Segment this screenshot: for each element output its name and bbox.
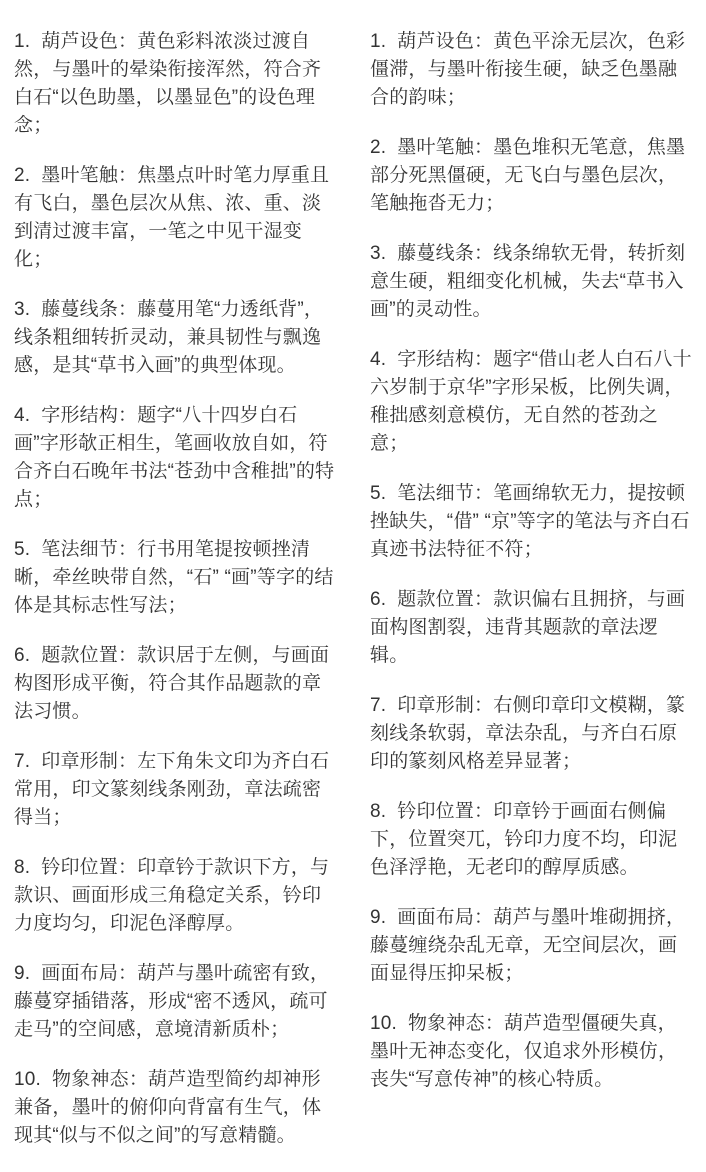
item-number: 5.: [14, 539, 31, 560]
list-item: [14, 960, 340, 1044]
item-number: 10.: [14, 1069, 42, 1090]
list-item: [370, 692, 695, 776]
item-text: 藤蔓线条：藤蔓用笔“力透纸背”，线条粗细转折灵动，兼具韧性与飘逸感，是其“草书入画”的典型体现。: [14, 299, 324, 376]
list-item: [370, 586, 695, 670]
item-number: 2.: [370, 137, 387, 158]
item-text: 墨叶笔触：墨色堆积无笔意，焦墨部分死黑僵硬，无飞白与墨色层次，笔触拖沓无力；: [370, 137, 686, 214]
item-text: 葫芦设色：黄色彩料浓淡过渡自然，与墨叶的晕染衔接浑然，符合齐白石“以色助墨，以墨显色”的设色理念；: [14, 31, 322, 136]
item-number: 5.: [370, 483, 387, 504]
list-item: [14, 28, 340, 140]
item-text: 物象神态：葫芦造型简约却神形兼备，墨叶的俯仰向背富有生气，体现其“似与不似之间”的写意精髓。: [14, 1069, 322, 1146]
list-item: [370, 904, 695, 988]
item-number: 10.: [370, 1013, 398, 1034]
item-number: 7.: [14, 751, 31, 772]
item-text: 题款位置：款识偏右且拥挤，与画面构图割裂，违背其题款的章法逻辑。: [370, 589, 686, 666]
item-text: 笔法细节：笔画绵软无力，提按顿挫缺失，“借” “京”等字的笔法与齐白石真迹书法特征不符；: [370, 483, 690, 560]
item-number: 3.: [14, 299, 31, 320]
item-text: 画面布局：葫芦与墨叶堆砌拥挤，藤蔓缠绕杂乱无章，无空间层次，画面显得压抑呆板；: [370, 907, 686, 984]
item-text: 印章形制：左下角朱文印为齐白石常用，印文篆刻线条刚劲，章法疏密得当；: [14, 751, 330, 828]
item-number: 9.: [370, 907, 387, 928]
item-text: 葫芦设色：黄色平涂无层次，色彩僵滞，与墨叶衔接生硬，缺乏色墨融合的韵味；: [370, 31, 686, 108]
item-number: 8.: [14, 857, 31, 878]
item-number: 4.: [370, 349, 387, 370]
item-number: 7.: [370, 695, 387, 716]
item-number: 1.: [14, 31, 31, 52]
list-item: [14, 536, 340, 620]
item-number: 3.: [370, 243, 387, 264]
list-item: [14, 1066, 340, 1150]
list-item: [14, 296, 340, 380]
item-number: 6.: [14, 645, 31, 666]
item-text: 墨叶笔触：焦墨点叶时笔力厚重且有飞白，墨色层次从焦、浓、重、淡到清过渡丰富，一笔之中见干湿变化；: [14, 165, 330, 270]
item-text: 物象神态：葫芦造型僵硬失真，墨叶无神态变化，仅追求外形模仿，丧失“写意传神”的核心特质。: [370, 1013, 678, 1090]
list-item: [14, 854, 340, 938]
right-column-imitation-analysis: [370, 28, 695, 1172]
item-text: 钤印位置：印章钤于款识下方，与款识、画面形成三角稳定关系，钤印力度均匀，印泥色泽醇厚。: [14, 857, 330, 934]
item-number: 9.: [14, 963, 31, 984]
list-item: [370, 346, 695, 458]
list-item: [14, 162, 340, 274]
item-number: 8.: [370, 801, 387, 822]
item-number: 2.: [14, 165, 31, 186]
list-item: [370, 798, 695, 882]
item-text: 钤印位置：印章钤于画面右侧偏下，位置突兀，钤印力度不均，印泥色泽浮艳，无老印的醇厚质感。: [370, 801, 678, 878]
list-item: [370, 134, 695, 218]
item-text: 画面布局：葫芦与墨叶疏密有致，藤蔓穿插错落，形成“密不透风，疏可走马”的空间感，意境清新质朴；: [14, 963, 330, 1040]
item-number: 6.: [370, 589, 387, 610]
item-number: 4.: [14, 405, 31, 426]
item-text: 笔法细节：行书用笔提按顿挫清晰，牵丝映带自然，“石” “画”等字的结体是其标志性写法；: [14, 539, 334, 616]
item-text: 藤蔓线条：线条绵软无骨，转折刻意生硬，粗细变化机械，失去“草书入画”的灵动性。: [370, 243, 686, 320]
list-item: [14, 402, 340, 514]
item-text: 题款位置：款识居于左侧，与画面构图形成平衡，符合其作品题款的章法习惯。: [14, 645, 330, 722]
list-item: [14, 642, 340, 726]
item-text: 字形结构：题字“八十四岁白石画”字形欹正相生，笔画收放自如，符合齐白石晚年书法“苍劲中含稚拙”的特点；: [14, 405, 335, 510]
item-number: 1.: [370, 31, 387, 52]
item-text: 印章形制：右侧印章印文模糊，篆刻线条软弱，章法杂乱，与齐白石原印的篆刻风格差异显著；: [370, 695, 686, 772]
list-item: [14, 748, 340, 832]
left-column-authentic-analysis: [14, 28, 340, 1172]
list-item: [370, 240, 695, 324]
list-item: [370, 28, 695, 112]
list-item: [370, 480, 695, 564]
item-text: 字形结构：题字“借山老人白石八十六岁制于京华”字形呆板，比例失调，稚拙感刻意模仿，无自然的苍劲之意；: [370, 349, 692, 454]
list-item: [370, 1010, 695, 1094]
